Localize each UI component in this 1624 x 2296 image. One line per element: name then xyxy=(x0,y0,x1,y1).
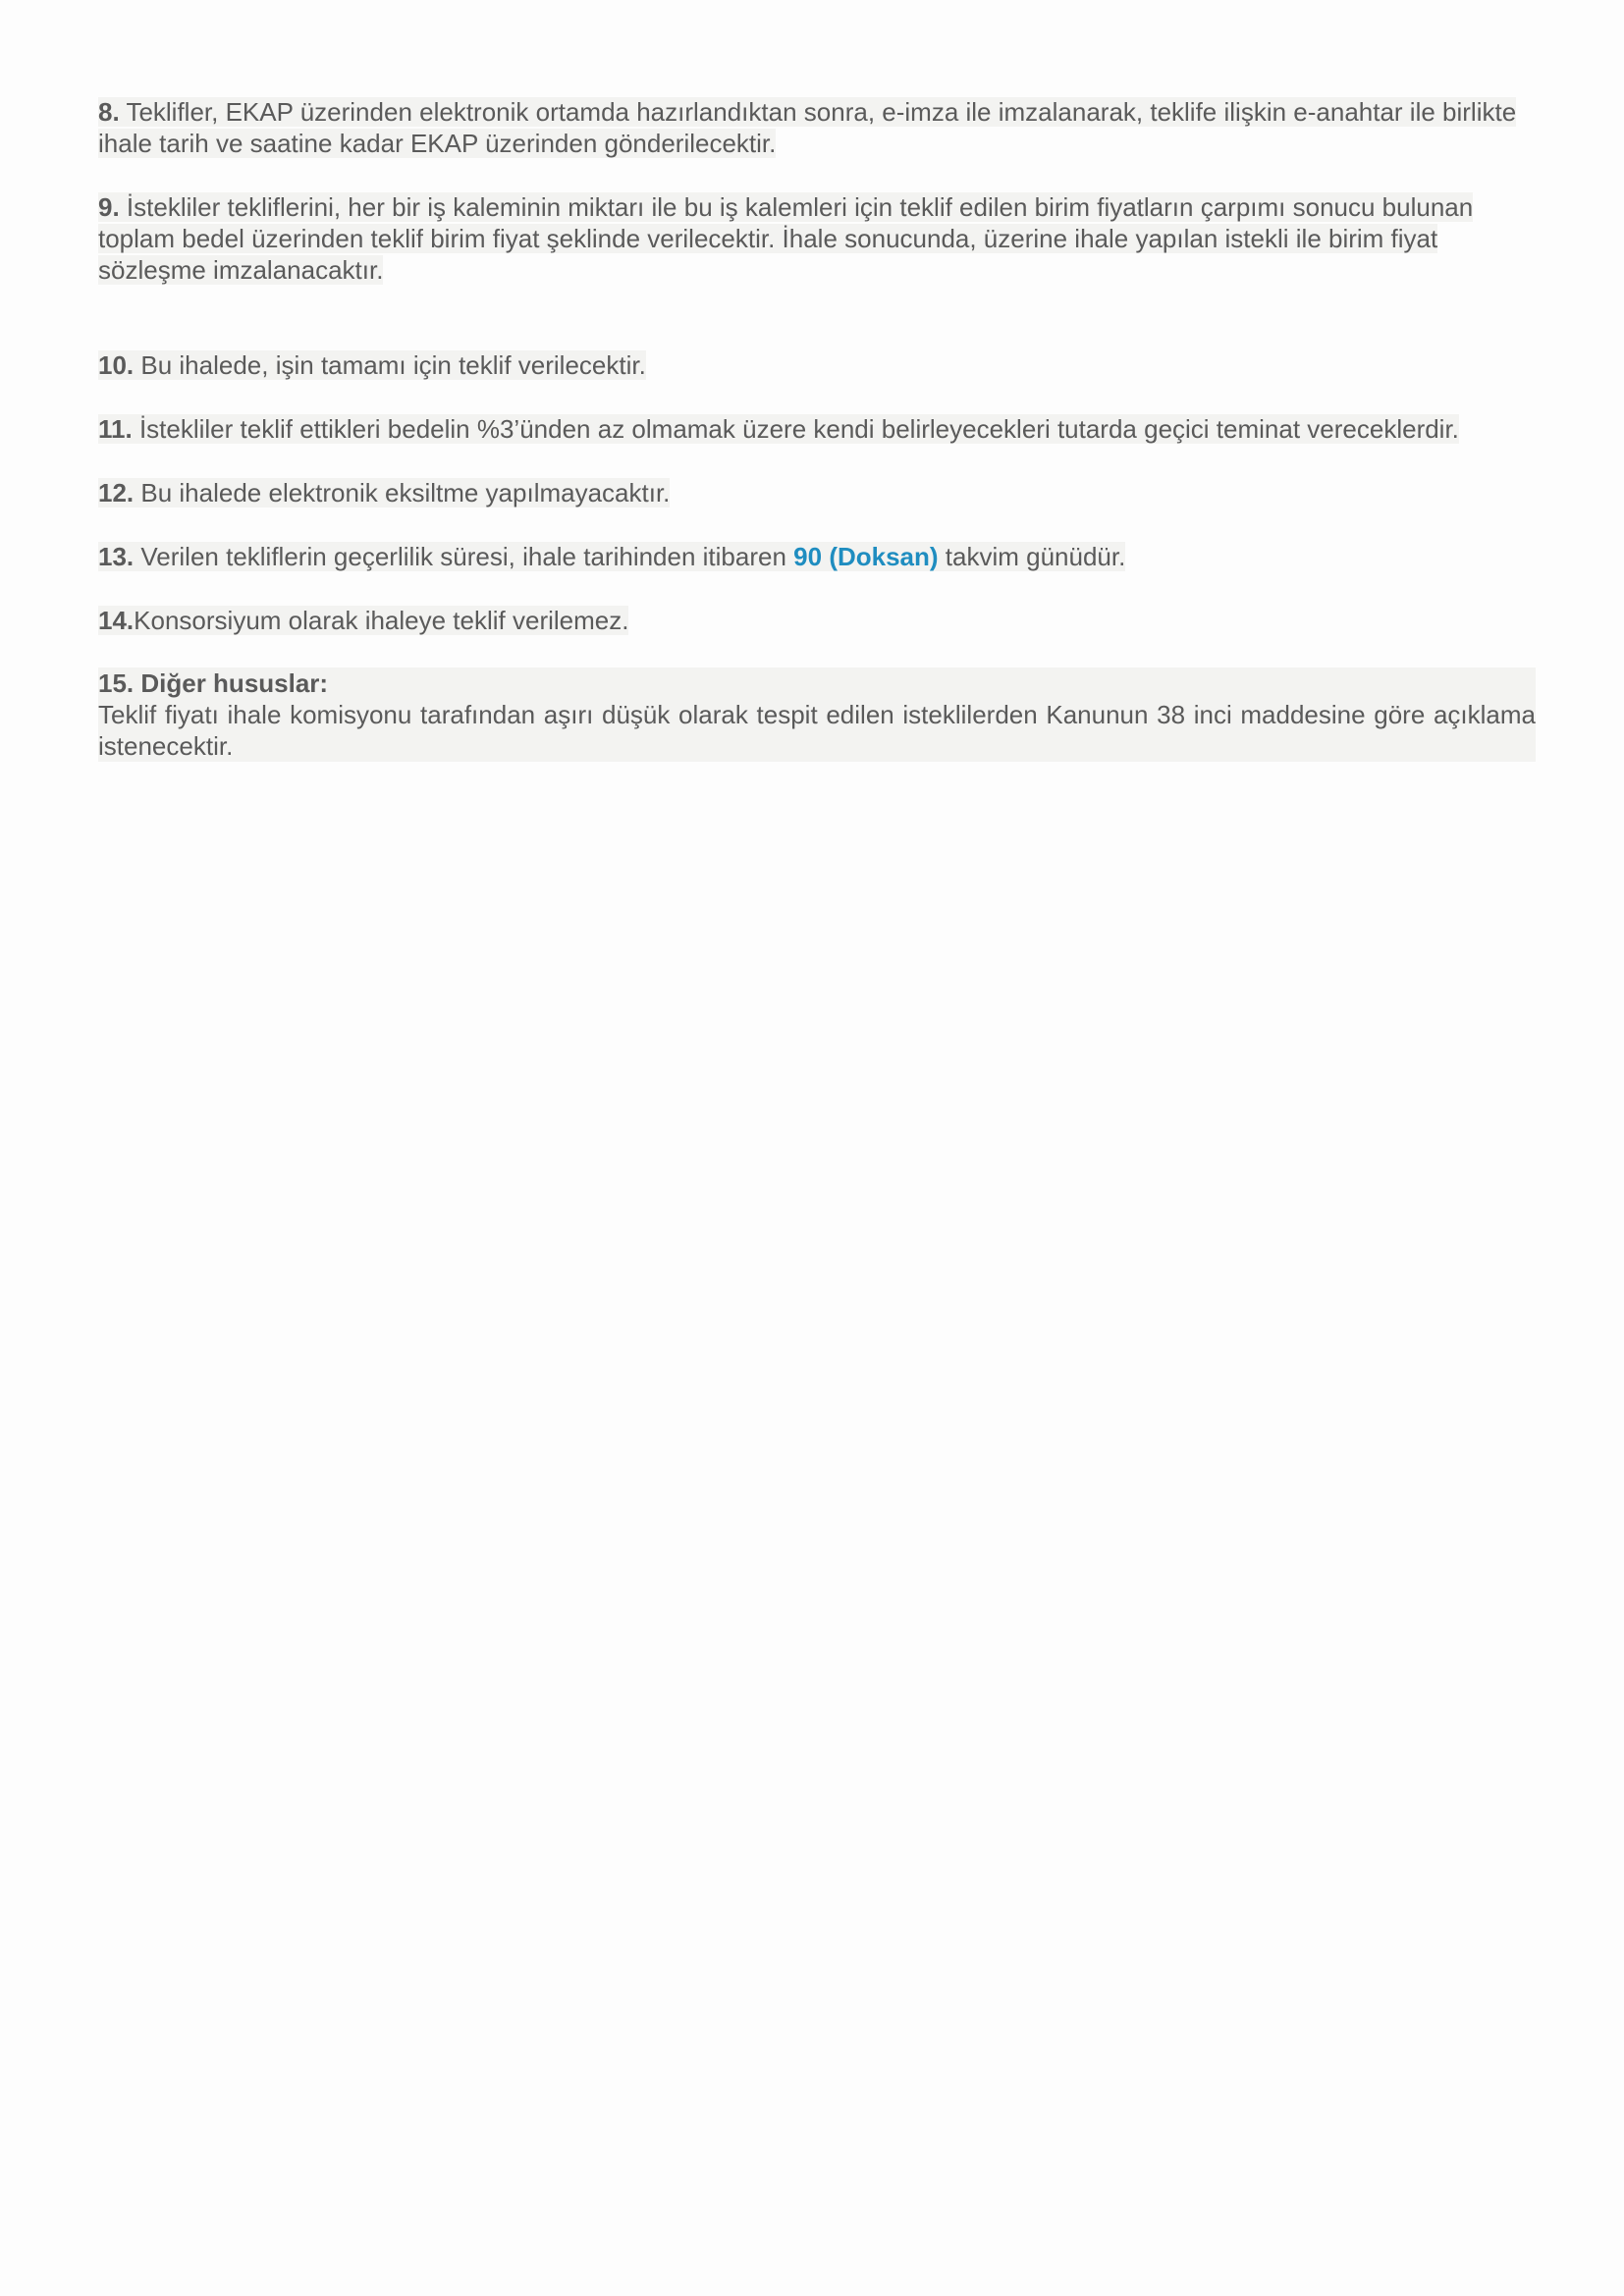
clause-12-text: Bu ihalede elektronik eksiltme yapılmayacaktır. xyxy=(134,478,671,507)
clause-12 xyxy=(98,477,1536,508)
clause-8 xyxy=(98,96,1536,159)
clause-14-text: Konsorsiyum olarak ihaleye teklif verilemez. xyxy=(134,606,629,635)
clause-12-number: 12. xyxy=(98,478,135,507)
clause-15 xyxy=(98,667,1536,762)
clause-10 xyxy=(98,349,1536,381)
clause-13-number: 13. xyxy=(98,542,135,571)
document-page xyxy=(98,96,1536,762)
clause-13-text-before: Verilen tekliflerin geçerlilik süresi, ihale tarihinden itibaren xyxy=(134,542,794,571)
clause-11 xyxy=(98,413,1536,445)
clause-9-text: İstekliler tekliflerini, her bir iş kaleminin miktarı ile bu iş kalemleri için teklif edilen birim fiyatların çarpımı sonucu bulunan toplam bedel üzerinden teklif birim fiyat şeklinde verilecektir. İhale sonucunda, üzerine ihale yapılan istekli ile birim fiyat sözleşme imzalanacaktır. xyxy=(98,192,1474,285)
clause-10-number: 10. xyxy=(98,350,135,380)
clause-13-text-after: takvim günüdür. xyxy=(938,542,1126,571)
clause-14-number: 14. xyxy=(98,606,135,635)
validity-period-highlight: 90 (Doksan) xyxy=(793,542,939,571)
clause-10-text: Bu ihalede, işin tamamı için teklif verilecektir. xyxy=(134,350,646,380)
clause-8-number: 8. xyxy=(98,97,120,127)
clause-15-text: Teklif fiyatı ihale komisyonu tarafından aşırı düşük olarak tespit edilen isteklilerden Kanunun 38 inci maddesine göre açıklama istenecektir. xyxy=(98,700,1536,761)
clause-13 xyxy=(98,541,1536,572)
clause-11-text: İstekliler teklif ettikleri bedelin %3’ünden az olmamak üzere kendi belirleyecekleri tutarda geçici teminat vereceklerdir. xyxy=(132,414,1459,444)
clause-14 xyxy=(98,605,1536,636)
clause-9-number: 9. xyxy=(98,192,120,222)
clause-11-number: 11. xyxy=(98,414,133,444)
clause-15-title: 15. Diğer hususlar: xyxy=(98,668,329,698)
clause-9 xyxy=(98,191,1536,286)
clause-8-text: Teklifler, EKAP üzerinden elektronik ortamda hazırlandıktan sonra, e-imza ile imzalanarak, teklife ilişkin e-anahtar ile birlikte ihale tarih ve saatine kadar EKAP üzerinden gönderilecektir. xyxy=(98,97,1517,158)
